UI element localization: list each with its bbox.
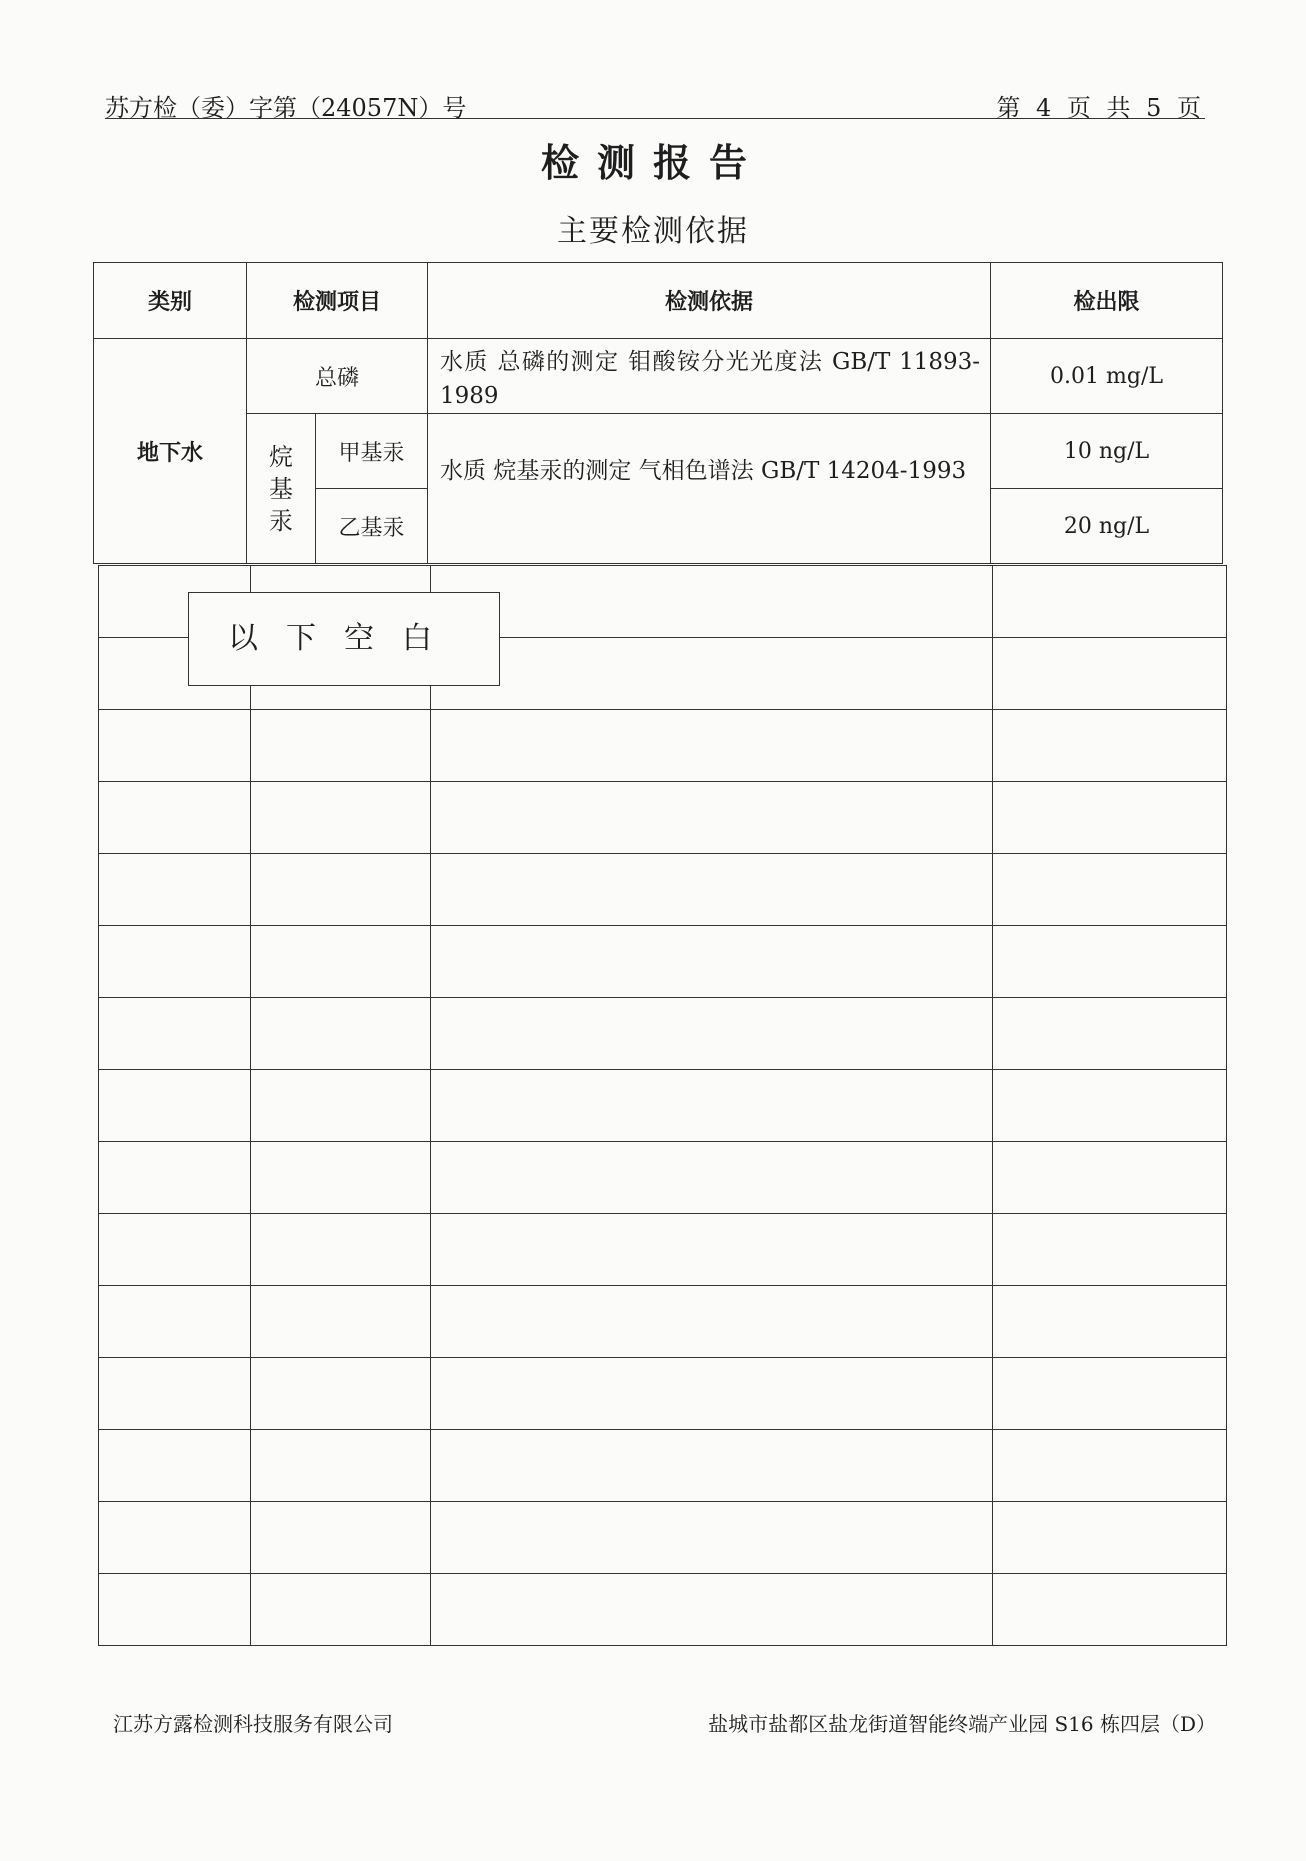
table-header-row: [94, 263, 1223, 339]
limit-methyl-mercury: 10 ng/L: [991, 414, 1223, 489]
alkyl-mercury-group-label: 烷基汞: [269, 442, 293, 535]
report-number: 苏方检（委）字第（24057N）号: [105, 94, 467, 122]
table-row: [94, 414, 1223, 489]
item-group-alkyl-mercury: [247, 414, 316, 564]
report-title: 检测报告: [540, 140, 765, 185]
item-methyl-mercury: 甲基汞: [316, 414, 428, 489]
footer-address: 盐城市盐都区盐龙街道智能终端产业园 S16 栋四层（D）: [708, 1712, 1216, 1736]
blank-row: [99, 998, 1227, 1070]
blank-row: [99, 1286, 1227, 1358]
page-indicator: 第 4 页 共 5 页: [996, 94, 1205, 122]
footer-company: 江苏方露检测科技服务有限公司: [113, 1712, 393, 1736]
detection-basis-table: [93, 262, 1223, 564]
blank-below-stamp: 以下空白: [188, 592, 500, 686]
blank-row: [99, 926, 1227, 998]
basis-alkyl-mercury: 水质 烷基汞的测定 气相色谱法 GB/T 14204-1993: [428, 414, 991, 564]
blank-rows-table: [98, 565, 1227, 1646]
section-subtitle: 主要检测依据: [557, 214, 749, 249]
item-ethyl-mercury: 乙基汞: [316, 489, 428, 564]
blank-row: [99, 1214, 1227, 1286]
blank-row: [99, 710, 1227, 782]
header-item: 检测项目: [247, 263, 428, 339]
limit-ethyl-mercury: 20 ng/L: [991, 489, 1223, 564]
category-cell: 地下水: [94, 339, 247, 564]
blank-row: [99, 1358, 1227, 1430]
blank-row: [99, 1430, 1227, 1502]
basis-total-phosphorus: 水质 总磷的测定 钼酸铵分光光度法 GB/T 11893-1989: [428, 339, 991, 414]
blank-row: [99, 782, 1227, 854]
blank-row: [99, 854, 1227, 926]
item-total-phosphorus: 总磷: [247, 339, 428, 414]
table-row: [94, 339, 1223, 414]
limit-total-phosphorus: 0.01 mg/L: [991, 339, 1223, 414]
header-category: 类别: [94, 263, 247, 339]
header-limit: 检出限: [991, 263, 1223, 339]
blank-row: [99, 1070, 1227, 1142]
header-basis: 检测依据: [428, 263, 991, 339]
blank-row: [99, 1574, 1227, 1646]
blank-row: [99, 1502, 1227, 1574]
blank-row: [99, 1142, 1227, 1214]
page-header: [105, 88, 1205, 122]
